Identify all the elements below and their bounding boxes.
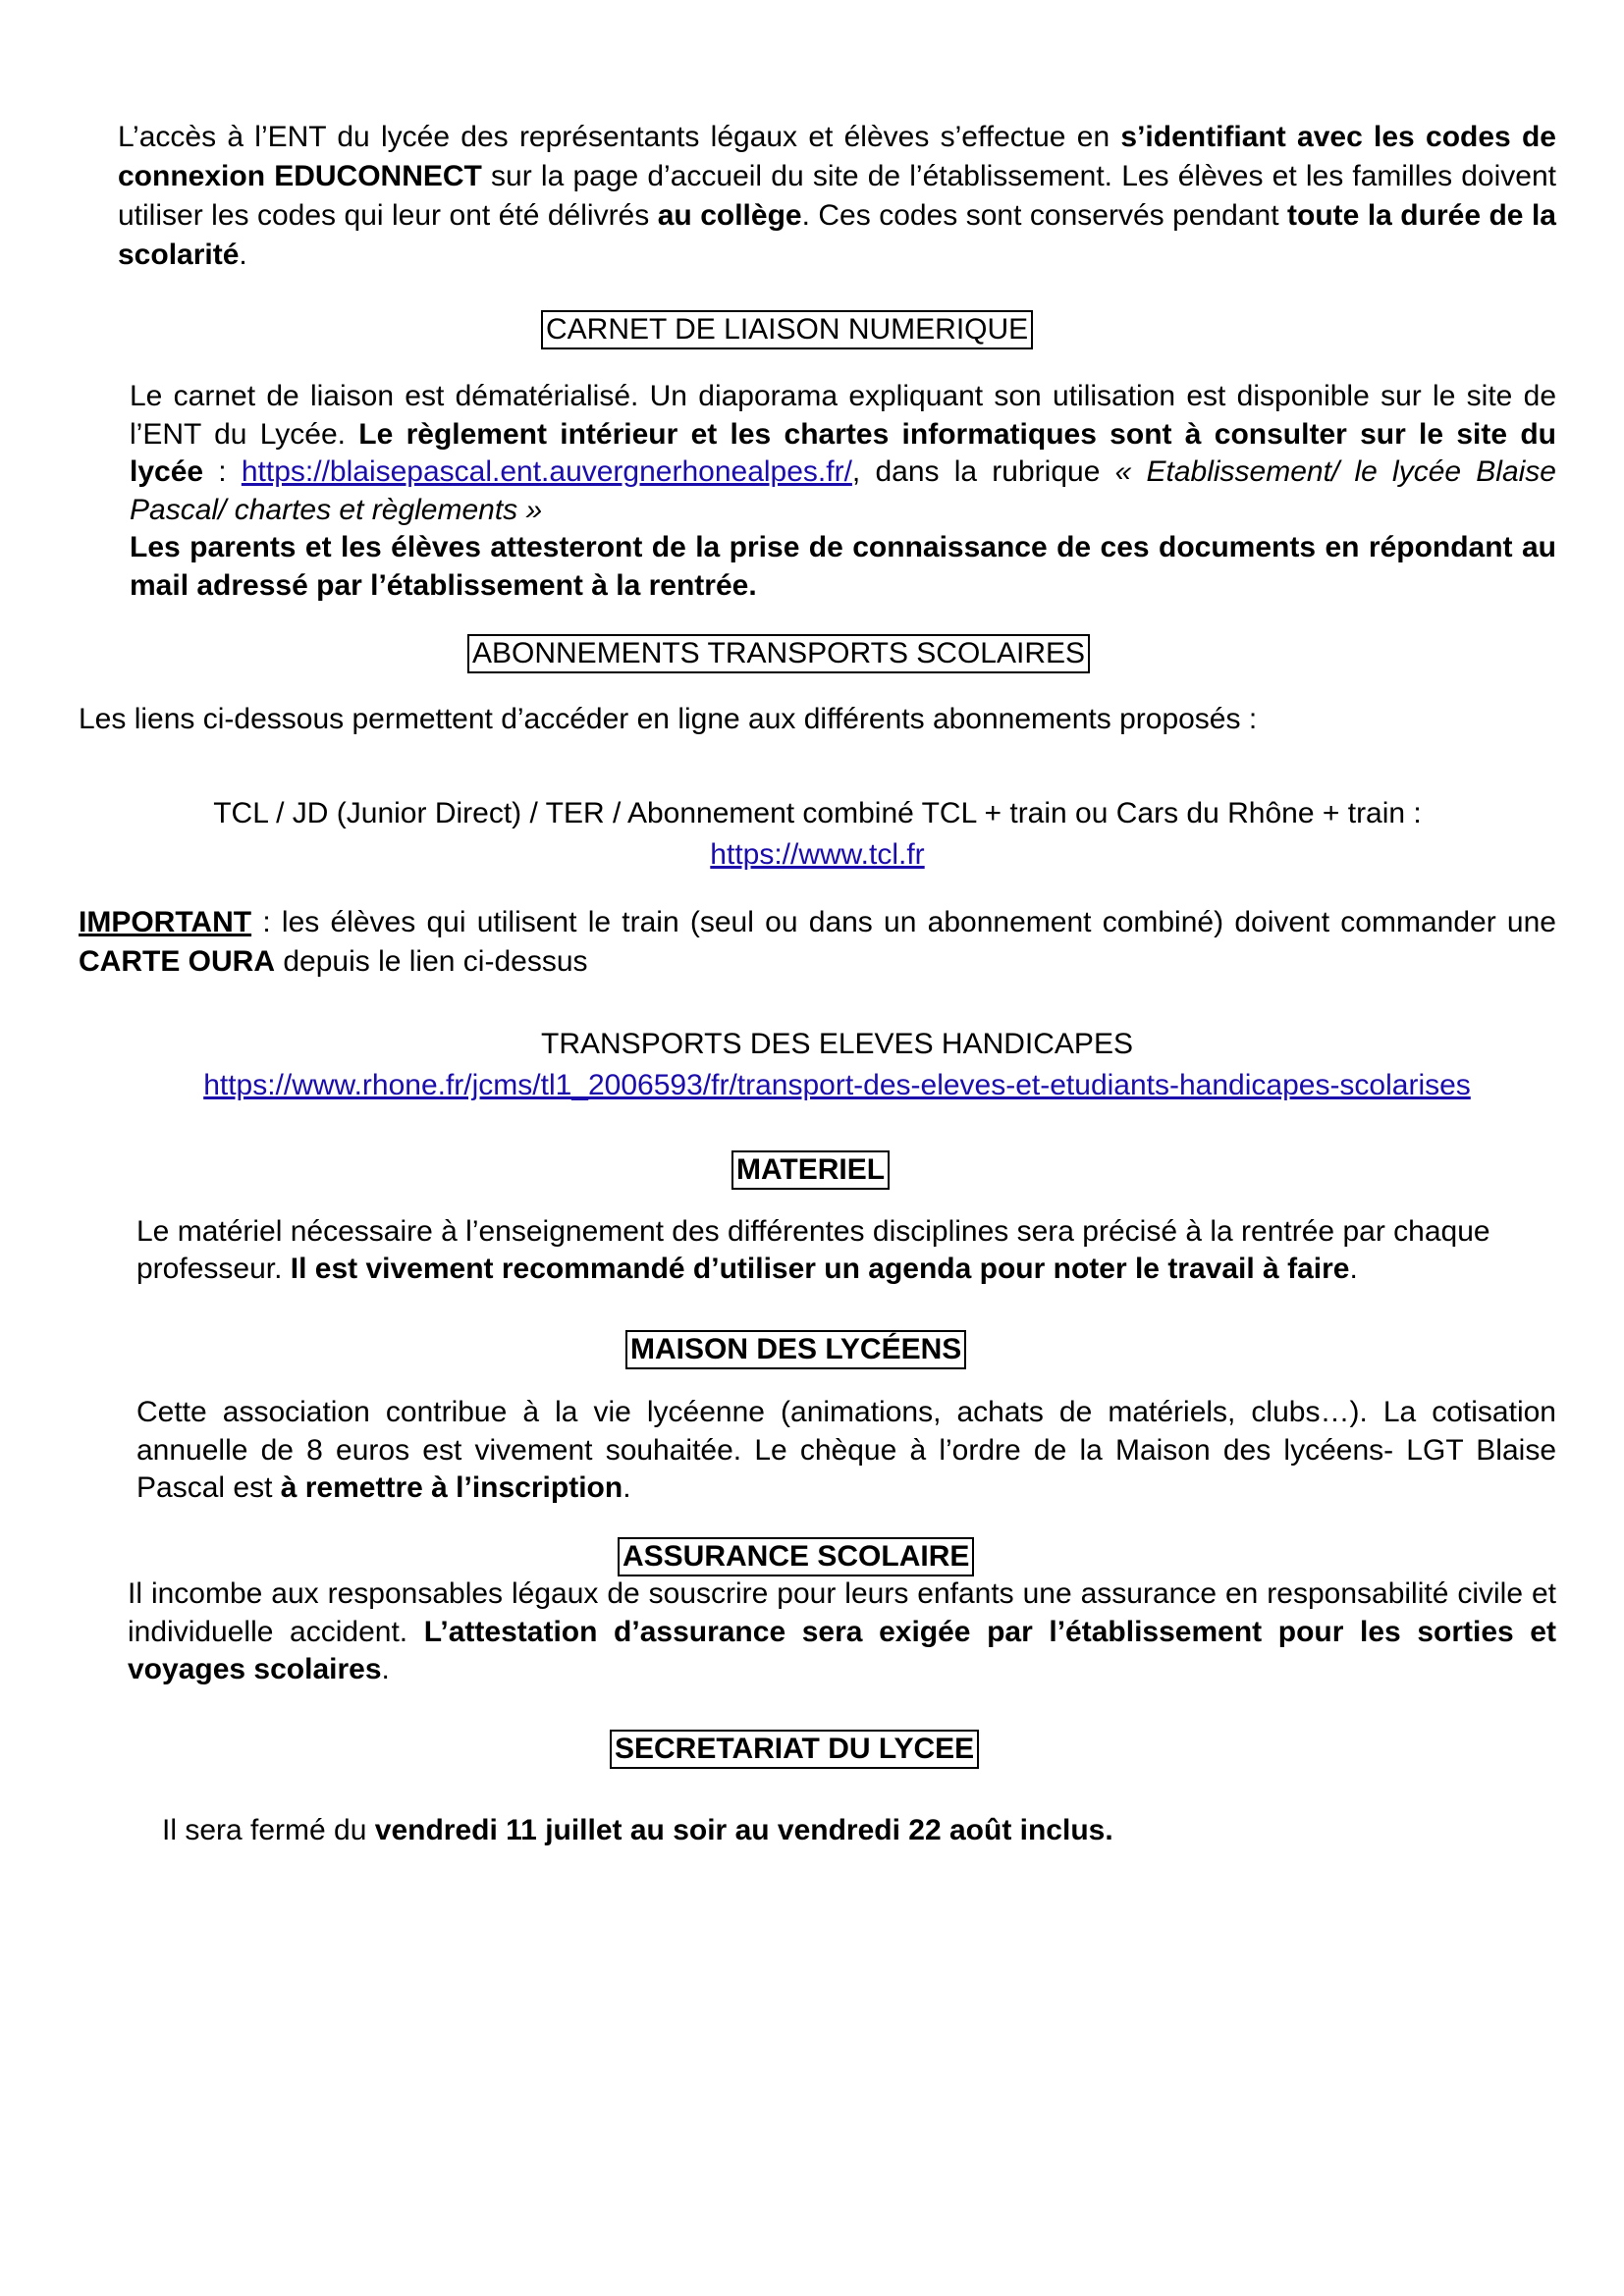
text-italic: « Etablissement/ le lycée Blaise Pascal/ chartes et règlements » [130, 455, 1556, 526]
important-label: IMPORTANT [79, 906, 252, 938]
text-bold: au collège [657, 199, 802, 232]
text: . [623, 1471, 631, 1504]
carnet-paragraph [130, 378, 1556, 529]
handicap-link[interactable]: https://www.rhone.fr/jcms/tl1_2006593/fr/transport-des-eleves-et-etudiants-handicapes-scolarises [203, 1069, 1471, 1101]
assurance-paragraph [128, 1575, 1556, 1689]
text-bold: Le règlement intérieur et les chartes informatiques sont à consulter sur le site du lycée [130, 417, 1556, 488]
tcl-line: TCL / JD (Junior Direct) / TER / Abonnement combiné TCL + train ou Cars du Rhône + train : [213, 797, 1422, 829]
text-bold: s’identifiant avec les codes de connexion EDUCONNECT [118, 121, 1556, 192]
text: Cette association contribue à la vie lycéenne (animations, achats de matériels, clubs…). La cotisation annuelle de 8 euros est vivement souhaitée. Le chèque à l’ordre de la Maison des lycéens- LGT Blaise Pascal est [136, 1396, 1556, 1504]
text: depuis le lien ci-dessus [275, 945, 588, 978]
heading-carnet-liaison: CARNET DE LIAISON NUMERIQUE [541, 310, 1033, 349]
ent-link[interactable]: https://blaisepascal.ent.auvergnerhonealpes.fr/ [241, 455, 852, 488]
text-bold: à remettre à l’inscription [280, 1471, 623, 1504]
important-paragraph [79, 903, 1556, 982]
text-bold: vendredi 11 juillet au soir au vendredi 22 août inclus. [374, 1814, 1113, 1846]
carnet-attestation-paragraph [130, 529, 1556, 605]
text-bold: CARTE OURA [79, 945, 275, 978]
heading-secretariat: SECRETARIAT DU LYCEE [610, 1730, 979, 1769]
materiel-paragraph [136, 1213, 1550, 1287]
text: Il sera fermé du [162, 1814, 375, 1846]
heading-assurance: ASSURANCE SCOLAIRE [618, 1537, 974, 1576]
text: Le matériel nécessaire à l’enseignement des différentes disciplines sera précisé à la rentrée par chaque professeur. [136, 1215, 1490, 1285]
text: : les élèves qui utilisent le train (seul ou dans un abonnement combiné) doivent commander une [251, 906, 1556, 938]
text: Le carnet de liaison est dématérialisé. Un diaporama expliquant son utilisation est disponible sur le site de l’ENT du Lycée. [130, 380, 1556, 451]
tcl-link[interactable]: https://www.tcl.fr [710, 838, 925, 871]
text-bold: Il est vivement recommandé d’utiliser un agenda pour noter le travail à faire [290, 1252, 1350, 1285]
heading-maison-lyceens: MAISON DES LYCÉENS [625, 1330, 966, 1369]
handicap-link-line [79, 1066, 1596, 1105]
text: Il incombe aux responsables légaux de souscrire pour leurs enfants une assurance en responsabilité civile et individuelle accident. [128, 1577, 1556, 1648]
text: . Ces codes sont conservés pendant [801, 199, 1288, 232]
text: L’accès à l’ENT du lycée des représentants légaux et élèves s’effectue en [118, 121, 1121, 153]
handicap-title: TRANSPORTS DES ELEVES HANDICAPES [541, 1028, 1133, 1060]
text: . [239, 239, 247, 271]
text-bold: Les parents et les élèves attesteront de la prise de connaissance de ces documents en répondant au mail adressé par l’établissement à la rentrée. [130, 531, 1556, 602]
tcl-link-line [79, 835, 1556, 875]
text-bold: toute la durée de la scolarité [118, 199, 1556, 271]
secretariat-paragraph [162, 1811, 1556, 1850]
text-bold: L’attestation d’assurance sera exigée par l’établissement pour les sorties et voyages scolaires [128, 1615, 1556, 1685]
text: . [1349, 1252, 1358, 1285]
text: : [203, 455, 242, 488]
transports-intro: Les liens ci-dessous permettent d’accéder en ligne aux différents abonnements proposés : [79, 703, 1258, 735]
ent-access-paragraph [118, 118, 1556, 275]
maison-paragraph [136, 1394, 1556, 1508]
heading-materiel: MATERIEL [731, 1150, 890, 1190]
heading-transports: ABONNEMENTS TRANSPORTS SCOLAIRES [467, 634, 1090, 673]
text: , dans la rubrique [851, 455, 1115, 488]
text: . [381, 1653, 390, 1685]
text: sur la page d’accueil du site de l’établissement. Les élèves et les familles doivent utiliser les codes qui leur ont été délivrés [118, 160, 1556, 232]
